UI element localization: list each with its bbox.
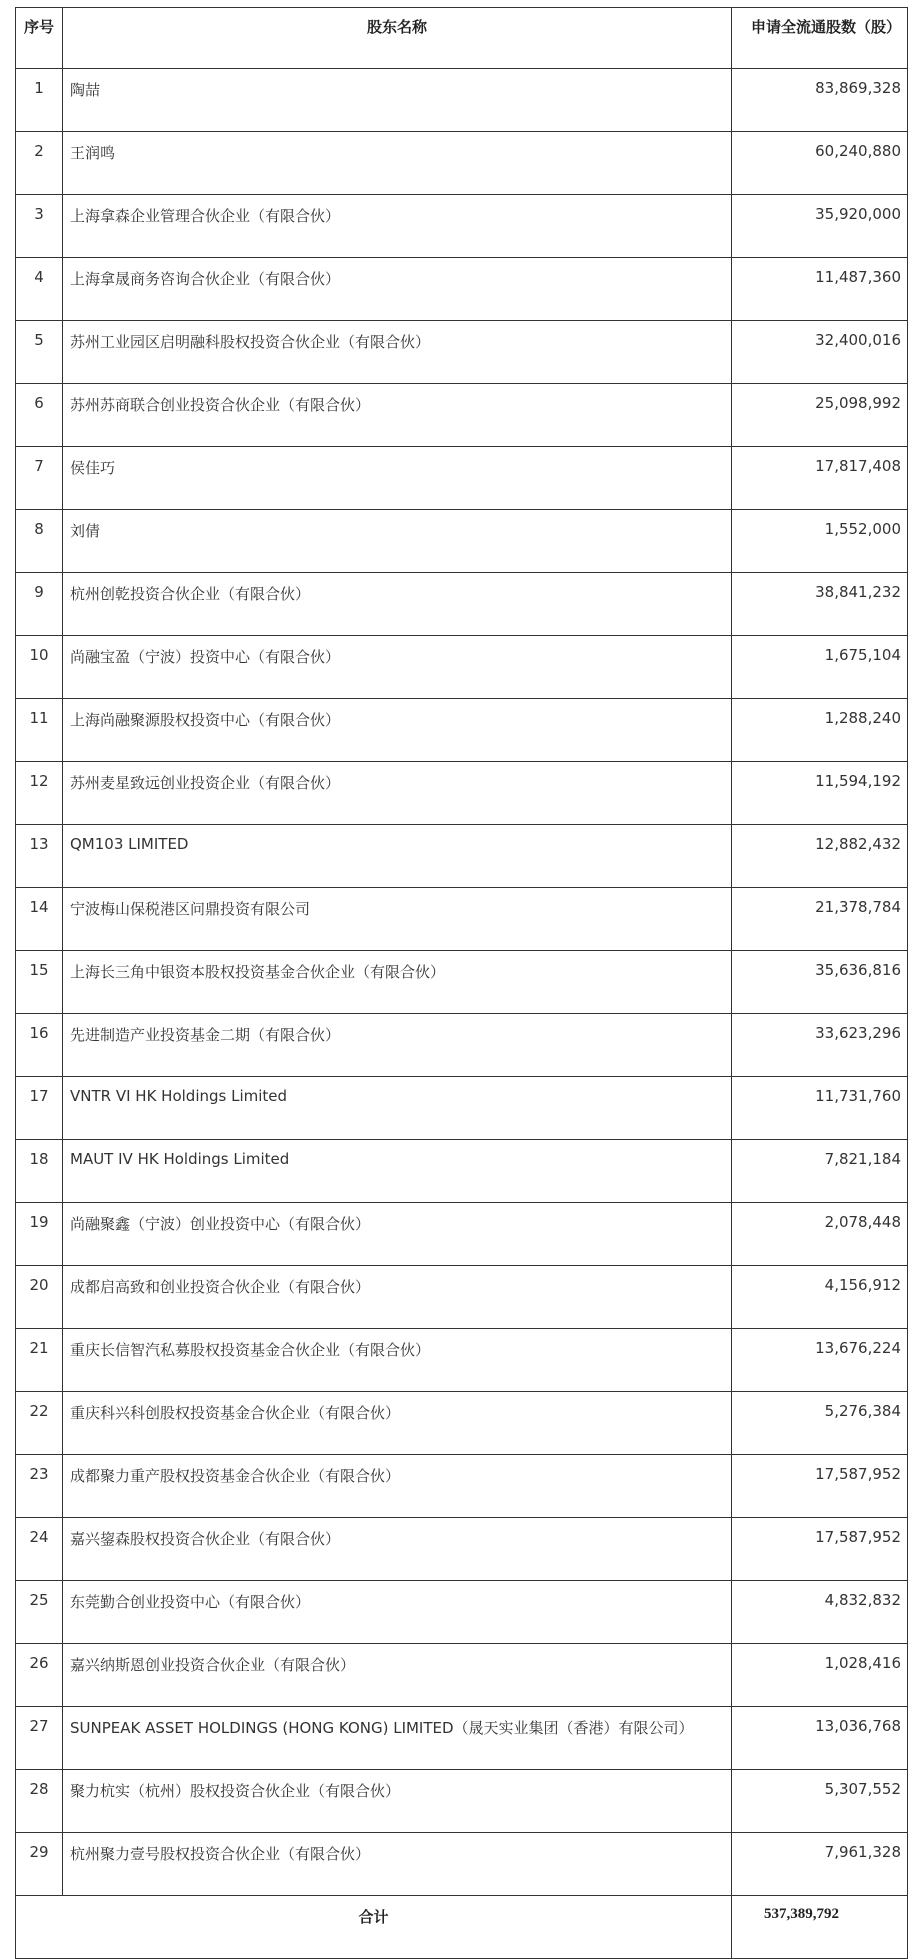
row-serial-number: 23 xyxy=(16,1455,63,1518)
row-serial-number: 12 xyxy=(16,762,63,825)
row-share-count: 4,832,832 xyxy=(732,1581,908,1644)
total-label: 合计 xyxy=(16,1896,732,1959)
row-shareholder-name: 杭州创乾投资合伙企业（有限合伙） xyxy=(63,573,732,636)
row-share-count: 25,098,992 xyxy=(732,384,908,447)
row-shareholder-name: 宁波梅山保税港区问鼎投资有限公司 xyxy=(63,888,732,951)
header-shareholder-name: 股东名称 xyxy=(63,8,732,69)
table-row xyxy=(16,1707,908,1770)
row-shareholder-name: QM103 LIMITED xyxy=(63,825,732,888)
row-serial-number: 7 xyxy=(16,447,63,510)
table-row xyxy=(16,636,908,699)
row-share-count: 17,587,952 xyxy=(732,1518,908,1581)
row-shareholder-name: 苏州工业园区启明融科股权投资合伙企业（有限合伙） xyxy=(63,321,732,384)
row-serial-number: 29 xyxy=(16,1833,63,1896)
table-row xyxy=(16,1140,908,1203)
row-share-count: 21,378,784 xyxy=(732,888,908,951)
row-serial-number: 22 xyxy=(16,1392,63,1455)
row-share-count: 1,552,000 xyxy=(732,510,908,573)
row-shareholder-name: MAUT IV HK Holdings Limited xyxy=(63,1140,732,1203)
row-serial-number: 15 xyxy=(16,951,63,1014)
row-shareholder-name: 成都聚力重产股权投资基金合伙企业（有限合伙） xyxy=(63,1455,732,1518)
row-share-count: 17,587,952 xyxy=(732,1455,908,1518)
table-row xyxy=(16,1518,908,1581)
row-shareholder-name: 重庆长信智汽私募股权投资基金合伙企业（有限合伙） xyxy=(63,1329,732,1392)
row-share-count: 2,078,448 xyxy=(732,1203,908,1266)
row-share-count: 12,882,432 xyxy=(732,825,908,888)
row-share-count: 38,841,232 xyxy=(732,573,908,636)
row-serial-number: 27 xyxy=(16,1707,63,1770)
table-row xyxy=(16,258,908,321)
table-row xyxy=(16,1770,908,1833)
row-shareholder-name: 苏州麦星致远创业投资企业（有限合伙） xyxy=(63,762,732,825)
table-row xyxy=(16,699,908,762)
row-shareholder-name: 尚融聚鑫（宁波）创业投资中心（有限合伙） xyxy=(63,1203,732,1266)
table-row xyxy=(16,195,908,258)
table-row xyxy=(16,69,908,132)
row-shareholder-name: 聚力杭实（杭州）股权投资合伙企业（有限合伙） xyxy=(63,1770,732,1833)
row-shareholder-name: 上海尚融聚源股权投资中心（有限合伙） xyxy=(63,699,732,762)
row-serial-number: 16 xyxy=(16,1014,63,1077)
shareholder-table-container xyxy=(15,7,907,1959)
table-row xyxy=(16,321,908,384)
row-serial-number: 21 xyxy=(16,1329,63,1392)
row-share-count: 35,636,816 xyxy=(732,951,908,1014)
row-share-count: 60,240,880 xyxy=(732,132,908,195)
table-row xyxy=(16,762,908,825)
table-row xyxy=(16,573,908,636)
row-shareholder-name: 先进制造产业投资基金二期（有限合伙） xyxy=(63,1014,732,1077)
table-row xyxy=(16,1833,908,1896)
table-row xyxy=(16,888,908,951)
row-share-count: 13,036,768 xyxy=(732,1707,908,1770)
row-shareholder-name: 重庆科兴科创股权投资基金合伙企业（有限合伙） xyxy=(63,1392,732,1455)
row-serial-number: 5 xyxy=(16,321,63,384)
row-shareholder-name: 东莞勤合创业投资中心（有限合伙） xyxy=(63,1581,732,1644)
table-row xyxy=(16,132,908,195)
row-shareholder-name: 上海拿晟商务咨询合伙企业（有限合伙） xyxy=(63,258,732,321)
row-shareholder-name: 苏州苏商联合创业投资合伙企业（有限合伙） xyxy=(63,384,732,447)
row-shareholder-name: 嘉兴鋆森股权投资合伙企业（有限合伙） xyxy=(63,1518,732,1581)
row-serial-number: 18 xyxy=(16,1140,63,1203)
row-shareholder-name: VNTR VI HK Holdings Limited xyxy=(63,1077,732,1140)
row-share-count: 5,276,384 xyxy=(732,1392,908,1455)
table-row xyxy=(16,1392,908,1455)
row-serial-number: 4 xyxy=(16,258,63,321)
row-share-count: 5,307,552 xyxy=(732,1770,908,1833)
row-serial-number: 6 xyxy=(16,384,63,447)
table-row xyxy=(16,1203,908,1266)
table-row xyxy=(16,1266,908,1329)
row-serial-number: 8 xyxy=(16,510,63,573)
row-shareholder-name: 陶喆 xyxy=(63,69,732,132)
row-shareholder-name: 上海拿森企业管理合伙企业（有限合伙） xyxy=(63,195,732,258)
table-row xyxy=(16,510,908,573)
row-share-count: 1,675,104 xyxy=(732,636,908,699)
row-share-count: 17,817,408 xyxy=(732,447,908,510)
table-row xyxy=(16,825,908,888)
total-value: 537,389,792 xyxy=(732,1896,908,1959)
row-share-count: 11,487,360 xyxy=(732,258,908,321)
row-serial-number: 28 xyxy=(16,1770,63,1833)
row-share-count: 83,869,328 xyxy=(732,69,908,132)
row-share-count: 11,594,192 xyxy=(732,762,908,825)
row-share-count: 1,288,240 xyxy=(732,699,908,762)
row-share-count: 7,961,328 xyxy=(732,1833,908,1896)
total-row xyxy=(16,1896,908,1959)
row-shareholder-name: 嘉兴纳斯恩创业投资合伙企业（有限合伙） xyxy=(63,1644,732,1707)
row-share-count: 33,623,296 xyxy=(732,1014,908,1077)
row-serial-number: 24 xyxy=(16,1518,63,1581)
row-shareholder-name: 杭州聚力壹号股权投资合伙企业（有限合伙） xyxy=(63,1833,732,1896)
table-row xyxy=(16,384,908,447)
row-share-count: 4,156,912 xyxy=(732,1266,908,1329)
table-row xyxy=(16,447,908,510)
header-share-count: 申请全流通股数（股） xyxy=(732,8,908,69)
table-row xyxy=(16,1644,908,1707)
table-row xyxy=(16,1077,908,1140)
row-share-count: 13,676,224 xyxy=(732,1329,908,1392)
table-body xyxy=(16,69,908,1896)
row-shareholder-name: 上海长三角中银资本股权投资基金合伙企业（有限合伙） xyxy=(63,951,732,1014)
row-share-count: 7,821,184 xyxy=(732,1140,908,1203)
row-shareholder-name: 尚融宝盈（宁波）投资中心（有限合伙） xyxy=(63,636,732,699)
row-shareholder-name: SUNPEAK ASSET HOLDINGS (HONG KONG) LIMITED（晟天实业集团（香港）有限公司） xyxy=(63,1707,732,1770)
row-shareholder-name: 刘倩 xyxy=(63,510,732,573)
row-serial-number: 13 xyxy=(16,825,63,888)
table-row xyxy=(16,1329,908,1392)
row-serial-number: 1 xyxy=(16,69,63,132)
row-serial-number: 26 xyxy=(16,1644,63,1707)
row-serial-number: 9 xyxy=(16,573,63,636)
row-shareholder-name: 成都启高致和创业投资合伙企业（有限合伙） xyxy=(63,1266,732,1329)
row-serial-number: 11 xyxy=(16,699,63,762)
table-row xyxy=(16,1455,908,1518)
row-serial-number: 19 xyxy=(16,1203,63,1266)
row-share-count: 35,920,000 xyxy=(732,195,908,258)
table-header-row xyxy=(16,8,908,69)
table-row xyxy=(16,1581,908,1644)
row-serial-number: 25 xyxy=(16,1581,63,1644)
shareholder-table xyxy=(15,7,908,1959)
row-serial-number: 3 xyxy=(16,195,63,258)
row-share-count: 1,028,416 xyxy=(732,1644,908,1707)
row-serial-number: 14 xyxy=(16,888,63,951)
row-share-count: 32,400,016 xyxy=(732,321,908,384)
table-row xyxy=(16,1014,908,1077)
row-serial-number: 10 xyxy=(16,636,63,699)
header-serial-number: 序号 xyxy=(16,8,63,69)
table-row xyxy=(16,951,908,1014)
row-serial-number: 2 xyxy=(16,132,63,195)
row-share-count: 11,731,760 xyxy=(732,1077,908,1140)
row-shareholder-name: 王润鸣 xyxy=(63,132,732,195)
row-serial-number: 17 xyxy=(16,1077,63,1140)
row-shareholder-name: 侯佳巧 xyxy=(63,447,732,510)
row-serial-number: 20 xyxy=(16,1266,63,1329)
